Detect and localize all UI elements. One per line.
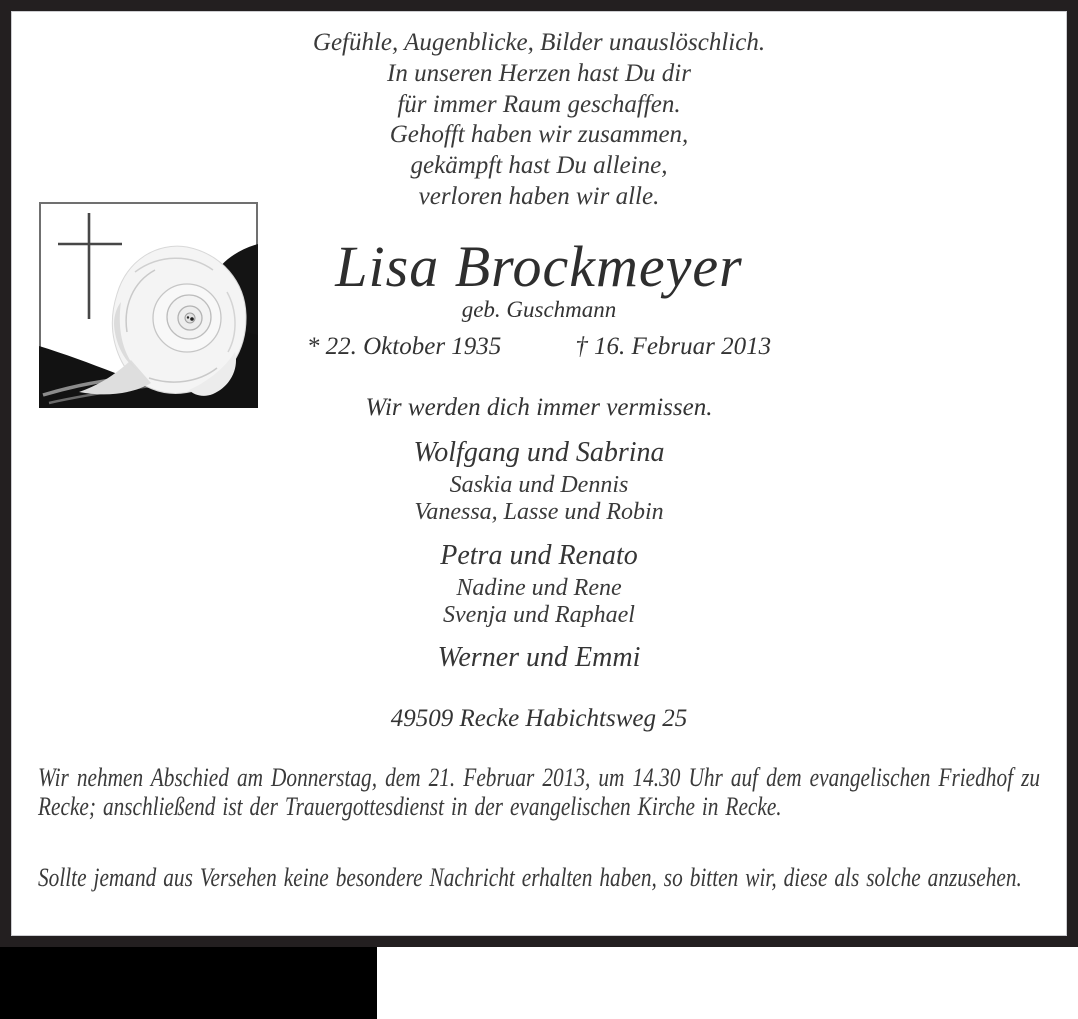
death-date: † 16. Februar 2013: [575, 333, 772, 360]
mourner-group-3-primary: Werner und Emmi: [437, 642, 641, 673]
maiden-name: geb. Guschmann: [461, 297, 617, 322]
mourner-line: Vanessa, Lasse und Robin: [414, 499, 664, 526]
poem-line: Gehofft haben wir zusammen,: [389, 121, 689, 149]
poem-line: für immer Raum geschaffen.: [397, 90, 681, 118]
mourner-line: Nadine und Rene: [456, 575, 622, 601]
poem-line: gekämpft hast Du alleine,: [410, 152, 668, 180]
mourner-group-1-primary: Wolfgang und Sabrina: [413, 437, 665, 468]
poem-line: Gefühle, Augenblicke, Bilder unauslöschlich.: [312, 29, 766, 56]
life-dates: [11, 333, 1067, 361]
deceased-name: Lisa Brockmeyer: [335, 234, 743, 299]
mourner-group-1-secondary: [11, 472, 1067, 527]
poem-line: verloren haben wir alle.: [418, 182, 660, 210]
mourner-line: Saskia und Dennis: [449, 472, 629, 498]
notification-apology-paragraph: [38, 863, 1040, 892]
mourner-group-2-secondary: [11, 575, 1067, 630]
paragraph-text: Wir nehmen Abschied am Donnerstag, dem 21. Februar 2013, um 14.30 Uhr auf dem evangelischen Friedhof zu Recke; anschließend ist der Trauergottesdienst in der evangelischen Kirche in Recke.: [38, 763, 1041, 821]
birth-date: * 22. Oktober 1935: [306, 333, 502, 360]
farewell-line: Wir werden dich immer vermissen.: [365, 394, 713, 421]
poem-line: In unseren Herzen hast Du dir: [387, 59, 691, 87]
paragraph-text: Sollte jemand aus Versehen keine besondere Nachricht erhalten haben, so bitten wir, diese als solche anzusehen.: [38, 863, 1022, 892]
redaction-block: [0, 947, 377, 1019]
funeral-details-paragraph: [38, 763, 1040, 821]
mourner-group-2-primary: Petra und Renato: [440, 540, 638, 571]
mourner-line: Svenja und Raphael: [443, 602, 635, 629]
address-line: 49509 Recke Habichtsweg 25: [390, 705, 688, 732]
memorial-poem: [11, 28, 1067, 213]
